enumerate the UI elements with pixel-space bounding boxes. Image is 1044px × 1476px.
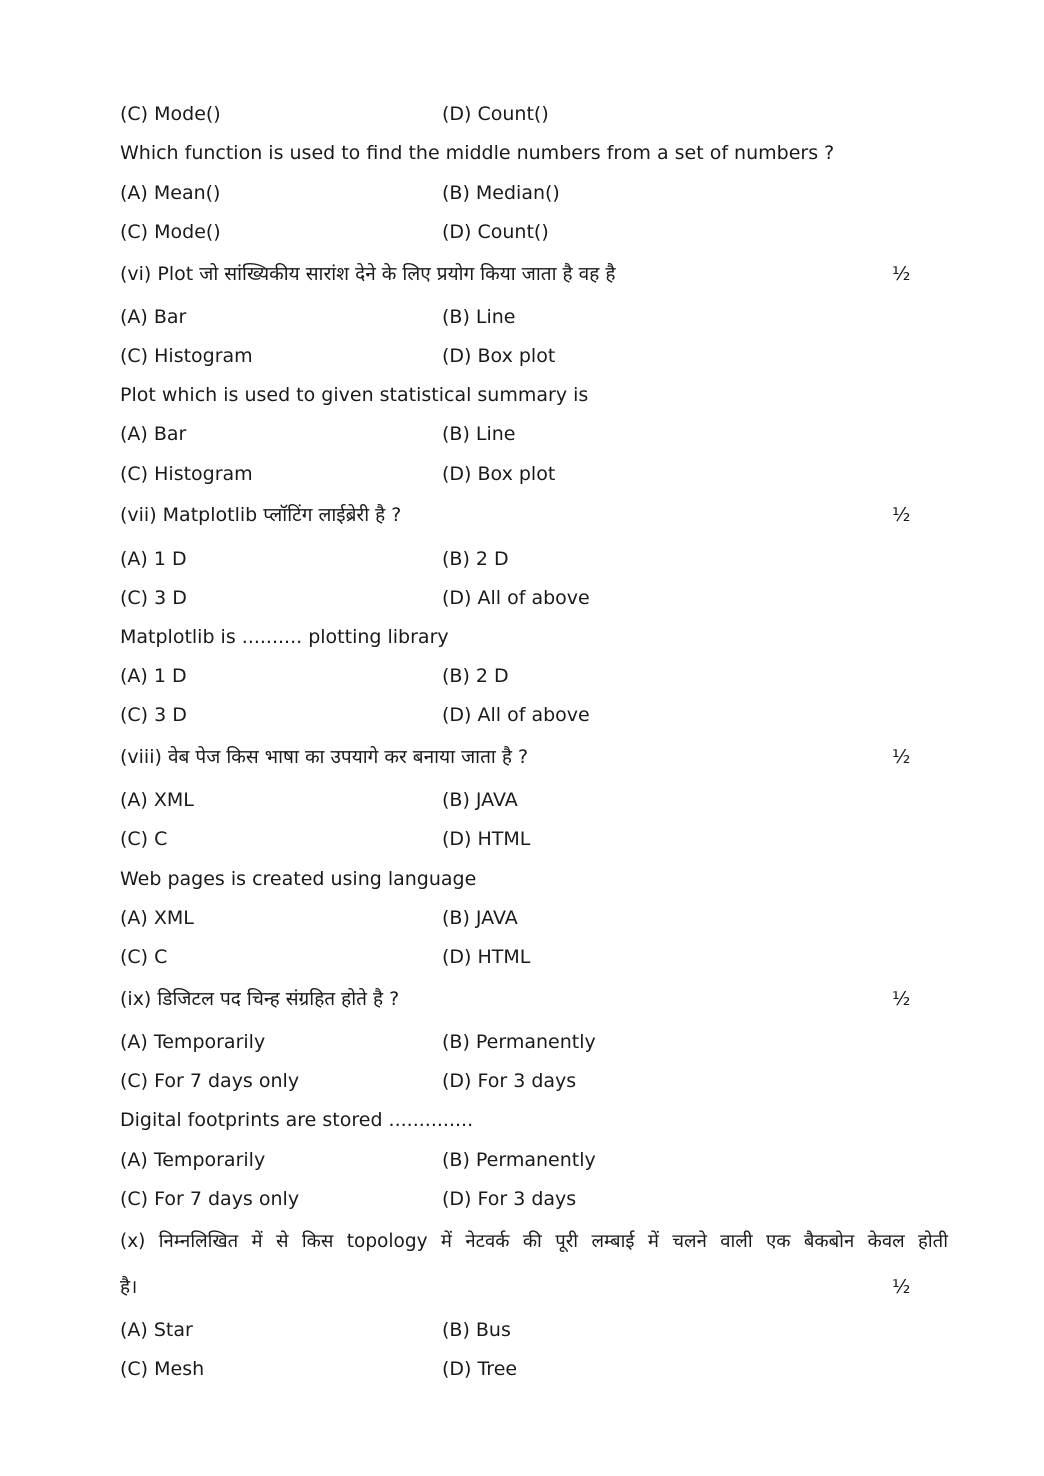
question-english: Plot which is used to given statistical summary is xyxy=(120,384,589,406)
marks-label: ½ xyxy=(892,263,911,285)
question-hindi: (ix) डिजिटल पद चिन्ह संग्रहित होते है ? xyxy=(120,988,400,1010)
option-b: (B) JAVA xyxy=(442,907,518,929)
option-b: (B) Median() xyxy=(442,182,560,204)
option-c: (C) C xyxy=(120,946,168,968)
option-a: (A) Temporarily xyxy=(120,1031,266,1053)
option-b: (B) Line xyxy=(442,306,516,328)
question-hindi: (x) निम्नलिखित में से किस topology में नेटवर्क की पूरी लम्बाई में चलने वाली एक बैकबोन केवल होती xyxy=(120,1231,948,1252)
option-c: (C) C xyxy=(120,828,168,850)
option-c: (C) Histogram xyxy=(120,463,253,485)
question-text: Which function is used to find the middle numbers from a set of numbers ? xyxy=(120,142,835,164)
option-a: (A) Bar xyxy=(120,423,187,445)
option-d: (D) All of above xyxy=(442,704,590,726)
question-english: Matplotlib is .......... plotting library xyxy=(120,626,449,648)
option-c: (C) 3 D xyxy=(120,587,187,609)
option-d: (D) For 3 days xyxy=(442,1070,577,1092)
option-d: (D) Count() xyxy=(442,103,549,125)
option-b: (B) 2 D xyxy=(442,665,509,687)
option-b: (B) Bus xyxy=(442,1319,511,1341)
option-b: (B) Permanently xyxy=(442,1031,596,1053)
option-c: (C) Mode() xyxy=(120,103,221,125)
option-d: (D) All of above xyxy=(442,587,590,609)
option-d: (D) For 3 days xyxy=(442,1188,577,1210)
option-b: (B) 2 D xyxy=(442,548,509,570)
question-hindi-continued: है। xyxy=(120,1276,138,1298)
option-a: (A) Mean() xyxy=(120,182,221,204)
option-b: (B) Permanently xyxy=(442,1149,596,1171)
option-b: (B) Line xyxy=(442,423,516,445)
option-a: (A) Temporarily xyxy=(120,1149,266,1171)
option-c: (C) For 7 days only xyxy=(120,1188,300,1210)
option-d: (D) Tree xyxy=(442,1358,518,1380)
option-a: (A) XML xyxy=(120,907,194,929)
question-hindi: (viii) वेब पेज किस भाषा का उपयागे कर बनाया जाता है ? xyxy=(120,746,529,768)
marks-label: ½ xyxy=(892,746,911,768)
question-english: Web pages is created using language xyxy=(120,868,477,890)
option-d: (D) Count() xyxy=(442,221,549,243)
option-d: (D) Box plot xyxy=(442,463,556,485)
marks-label: ½ xyxy=(892,988,911,1010)
option-c: (C) Mesh xyxy=(120,1358,205,1380)
option-a: (A) XML xyxy=(120,789,194,811)
option-c: (C) 3 D xyxy=(120,704,187,726)
marks-label: ½ xyxy=(892,1276,911,1298)
option-c: (C) Histogram xyxy=(120,345,253,367)
option-a: (A) 1 D xyxy=(120,665,187,687)
option-c: (C) Mode() xyxy=(120,221,221,243)
option-a: (A) Star xyxy=(120,1319,193,1341)
option-a: (A) Bar xyxy=(120,306,187,328)
question-hindi: (vii) Matplotlib प्लॉटिंग लाईब्रेरी है ? xyxy=(120,504,402,526)
option-b: (B) JAVA xyxy=(442,789,518,811)
option-a: (A) 1 D xyxy=(120,548,187,570)
option-d: (D) HTML xyxy=(442,946,531,968)
option-c: (C) For 7 days only xyxy=(120,1070,300,1092)
option-d: (D) HTML xyxy=(442,828,531,850)
marks-label: ½ xyxy=(892,504,911,526)
question-english: Digital footprints are stored .............. xyxy=(120,1109,474,1131)
question-hindi: (vi) Plot जो सांख्यिकीय सारांश देने के लिए प्रयोग किया जाता है वह है xyxy=(120,263,616,285)
option-d: (D) Box plot xyxy=(442,345,556,367)
